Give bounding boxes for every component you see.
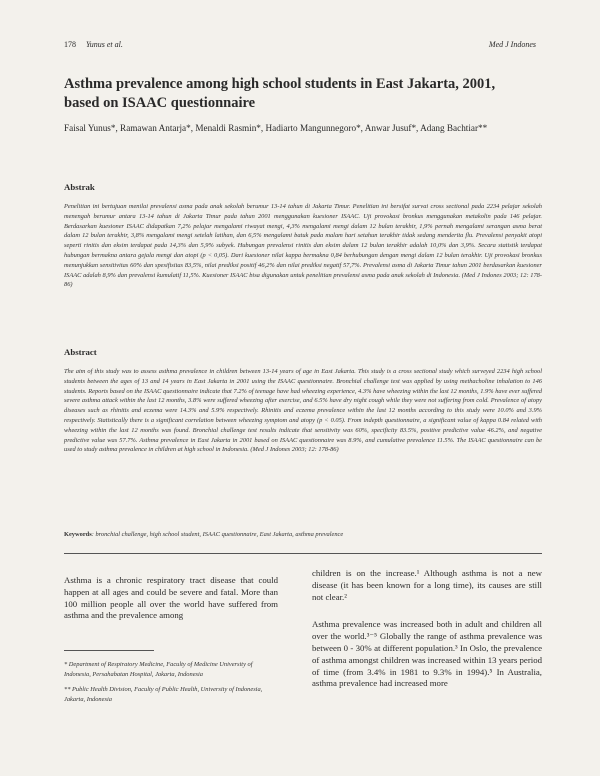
abstrak-section xyxy=(64,182,542,290)
abstrak-body: Penelitian ini bertujuan menilai prevalensi asma pada anak sekolah berumur 13-14 tahun di Jakarta Timur. Penelitian ini bersifat survai cross sectional pada 2234 pelajar sekolah menengah berumur antara 13-14 tahun di Jakarta Timur pada tahun 2001 menggunakan kuesioner ISAAC. Uji provokasi bronkus menggunakan metakolin pada 146 pelajar. Berdasarkan kuesioner ISAAC didapatkan 7,2% pelajar mengalami riwayat mengi, 4,3% mengalami mengi dalam 12 bulan terakhir, 1,9% pernah mengalami serangan asma berat dalam 12 bulan terakhir, 3,8% mengalami mengi setelah latihan, dan 6,5% mengalami batuk pada malam hari setahun terakhir tidak sedang menderita flu. Prevalensi penyakit atopi seperti rinitis dan eksim terdapat pada 14,3% dan 5,9% subyek. Hubungan prevalensi rinitis dan eksim dalam 12 bulan terakhir adalah 10,0% dan 3,9%. Secara statistik terdapat hubungan bermakna antara gejala mengi dan atopi (p < 0,05). Dari kuesioner nilai kappa bermakna 0,84 berhubungan dengan mengi dalam 12 bulan terakhir. Uji provokasi bronkus menunjukkan sensitivitas 60% dan spesifisitas 83,5%, nilai prediksi positif 46,2% dan nilai prediksi negatif 57,7%. Prevalensi asma di Jakarta Timur tahun 2001 berdasarkan kuesioner ISAAC adalah 8,9% dan prevalensi kumulatif 11,5%. Kuesioner ISAAC bisa digunakan untuk penelitian prevalensi asma pada anak sekolah di Indonesia. (Med J Indones 2003; 12: 178-86) xyxy=(64,203,542,289)
footnote-affiliation-2: ** Public Health Division, Faculty of Public Health, University of Indonesia, Jakarta, Indonesia xyxy=(64,686,263,703)
keywords-text: bronchial challenge, high school student, ISAAC questionnaire, East Jakarta, asthma prevalence xyxy=(95,531,344,538)
body-column-right xyxy=(312,568,542,690)
intro-paragraph-1: Asthma is a chronic respiratory tract disease that could happen at all ages and could be severe and fatal. More than 100 million people all over the world have suffered from asthma and the prevalence among xyxy=(64,575,278,621)
page-header xyxy=(64,40,536,54)
body-column-left xyxy=(64,575,278,622)
abstract-body: The aim of this study was to assess asthma prevalence in children between 13-14 years of age in East Jakarta. This study is a cross sectional study which surveyed 2234 high school students between the ages of 13 and 14 years in East Jakarta in 2001 using the ISAAC questionnaire. Bronchial challenge test was applied by using methacholine inhalation to 146 students. Reports based on the ISAAC questionnaire indicate that 7.2% of teenage have had wheezing experience, 4.3% have wheezing within the last 12 months, 1.9% have ever suffered severe asthma attack within the last 12 months, 3.8% were suffered wheezing after exercise, and 6.5% have dry night cough while they were not suffering from cold. Prevalence of atopy diseases such as rhinitis and eczema were 14.3% and 5.9% respectively. Rhinitis and eczema prevalence within the last 12 months according to this study were 10.0% and 3.9% respectively. Statistically there is a significant correlation between wheezing symptom and atopy (p < 0.05). From indepth questionnaire, a significant value of kappa 0.84 related with wheezing within the last 12 months was found. Bronchial challenge test results indicate that sensitivity was 60%, specificity 83.5%, positive predictive value 46.2%, and negative predictive value was 57.7%. Asthma prevalence in East Jakarta in 2001 based on ISAAC questionnaire was 8.9%, and cumulative prevalence 11.5%. The ISAAC questionnaire can be used to study asthma prevalence in children at high school in Indonesia. (Med J Indones 2003; 12: 178-86) xyxy=(64,368,542,454)
intro-paragraph-continued: children is on the increase.¹ Although asthma is not a new disease (it has been known for a long time), its causes are still not clear.² xyxy=(312,568,542,602)
author-list: Faisal Yunus*, Ramawan Antarja*, Menaldi Rasmin*, Hadiarto Mangunnegoro*, Anwar Jusuf*, Adang Bachtiar** xyxy=(64,123,488,133)
intro-paragraph-2: Asthma prevalence was increased both in adult and children all over the world.³⁻⁵ Globally the range of asthma prevalence was between 0 - 30% at different population.³ In Oslo, the prevalence of asthma amongst children was increased within 13 years period of time (from 3.4% in 1981 to 9.3% in 1994).⁵ In Australia, asthma prevalence had increased more xyxy=(312,619,542,689)
article-title: Asthma prevalence among high school students in East Jakarta, 2001, based on ISAAC questionnaire xyxy=(64,76,496,111)
footnotes xyxy=(64,660,278,710)
footnote-divider xyxy=(64,650,154,651)
abstract-section xyxy=(64,347,542,455)
section-divider xyxy=(64,553,542,554)
footnote-affiliation-1: * Department of Respiratory Medicine, Faculty of Medicine University of Indonesia, Persahabatan Hospital, Jakarta, Indonesia xyxy=(64,661,253,678)
keywords: Keywords: bronchial challenge, high school student, ISAAC questionnaire, East Jakarta, asthma prevalence xyxy=(64,531,344,538)
keywords-label: Keywords xyxy=(64,531,92,538)
page-number: 178 xyxy=(64,40,76,49)
abstract-heading: Abstract xyxy=(64,347,97,357)
running-head-authors: Yunus et al. xyxy=(86,40,123,49)
abstrak-heading: Abstrak xyxy=(64,182,95,192)
journal-abbreviation: Med J Indones xyxy=(488,40,536,49)
